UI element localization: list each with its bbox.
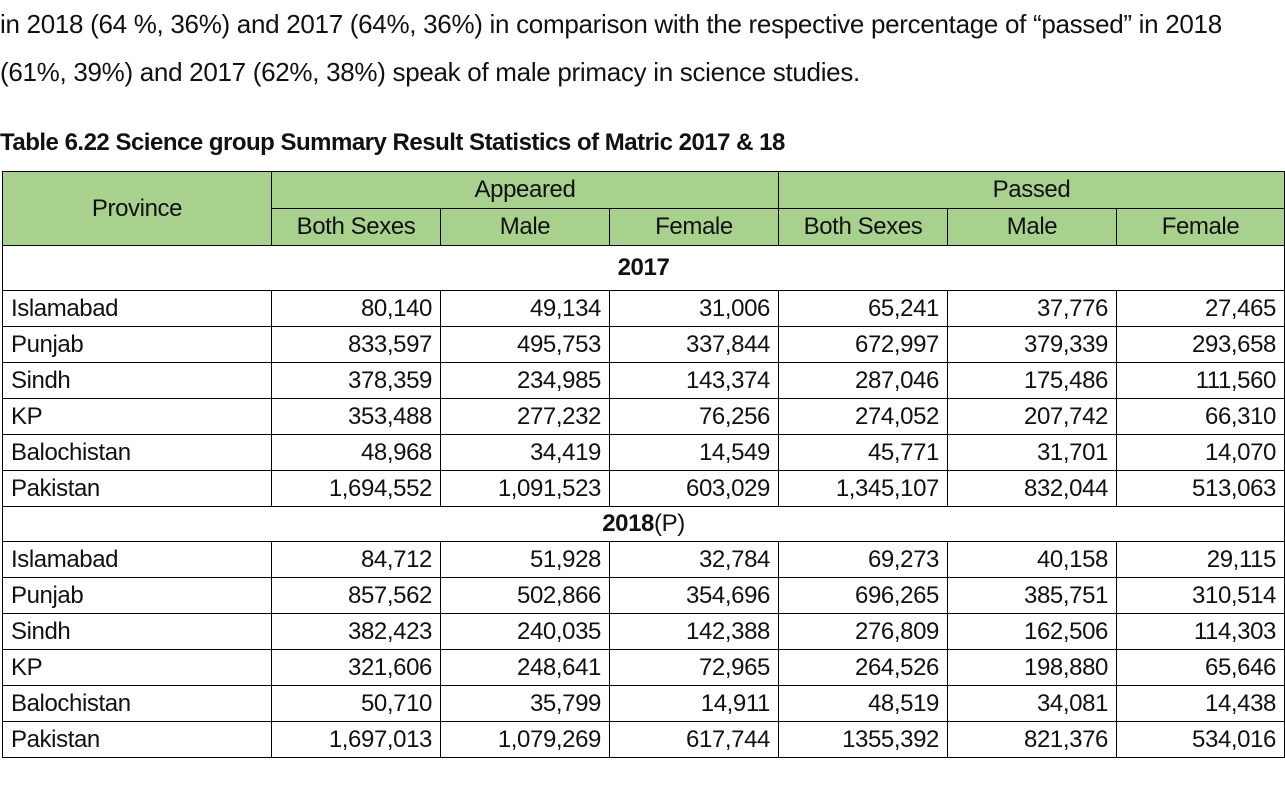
table-row: [3, 291, 1285, 327]
value-cell: 32,784: [610, 542, 779, 578]
value-cell: 1,079,269: [441, 722, 610, 758]
value-cell: 240,035: [441, 614, 610, 650]
value-cell: 50,710: [272, 686, 441, 722]
value-cell: 72,965: [610, 650, 779, 686]
value-cell: 382,423: [272, 614, 441, 650]
table-row: [3, 363, 1285, 399]
value-cell: 833,597: [272, 327, 441, 363]
value-cell: 276,809: [779, 614, 948, 650]
value-cell: 27,465: [1117, 291, 1285, 327]
value-cell: 821,376: [948, 722, 1117, 758]
value-cell: 353,488: [272, 399, 441, 435]
value-cell: 385,751: [948, 578, 1117, 614]
table-body-2017: [3, 246, 1285, 507]
province-cell: Pakistan: [3, 722, 272, 758]
value-cell: 502,866: [441, 578, 610, 614]
science-results-table: [2, 171, 1285, 758]
value-cell: 49,134: [441, 291, 610, 327]
value-cell: 142,388: [610, 614, 779, 650]
value-cell: 45,771: [779, 435, 948, 471]
province-cell: KP: [3, 650, 272, 686]
value-cell: 378,359: [272, 363, 441, 399]
value-cell: 34,419: [441, 435, 610, 471]
value-cell: 287,046: [779, 363, 948, 399]
value-cell: 534,016: [1117, 722, 1285, 758]
value-cell: 48,519: [779, 686, 948, 722]
table-row: [3, 686, 1285, 722]
value-cell: 35,799: [441, 686, 610, 722]
province-cell: Sindh: [3, 614, 272, 650]
table-row: [3, 327, 1285, 363]
value-cell: 76,256: [610, 399, 779, 435]
value-cell: 264,526: [779, 650, 948, 686]
value-cell: 111,560: [1117, 363, 1285, 399]
value-cell: 14,911: [610, 686, 779, 722]
table-row: [3, 722, 1285, 758]
value-cell: 14,070: [1117, 435, 1285, 471]
value-cell: 832,044: [948, 471, 1117, 507]
value-cell: 69,273: [779, 542, 948, 578]
value-cell: 1,694,552: [272, 471, 441, 507]
table-header-row: [3, 172, 1285, 209]
year-row-2017: [3, 246, 1285, 291]
value-cell: 162,506: [948, 614, 1117, 650]
table-row: [3, 435, 1285, 471]
value-cell: 66,310: [1117, 399, 1285, 435]
year-label-2018-number: 2018: [602, 510, 654, 537]
paragraph-line: in 2018 (64 %, 36%) and 2017 (64%, 36%) in comparison with the respective percentage of “passed” in 2018: [0, 9, 1222, 39]
table-row: [3, 542, 1285, 578]
subheader-cell: Female: [1117, 209, 1285, 246]
table-row: [3, 399, 1285, 435]
value-cell: 248,641: [441, 650, 610, 686]
value-cell: 1355,392: [779, 722, 948, 758]
province-cell: Balochistan: [3, 686, 272, 722]
value-cell: 293,658: [1117, 327, 1285, 363]
province-cell: KP: [3, 399, 272, 435]
year-label-2018-suffix: (P): [654, 510, 685, 537]
value-cell: 603,029: [610, 471, 779, 507]
appeared-group-header: Appeared: [272, 172, 779, 209]
value-cell: 31,006: [610, 291, 779, 327]
province-header: Province: [3, 172, 272, 246]
value-cell: 337,844: [610, 327, 779, 363]
value-cell: 354,696: [610, 578, 779, 614]
value-cell: 31,701: [948, 435, 1117, 471]
value-cell: 29,115: [1117, 542, 1285, 578]
value-cell: 34,081: [948, 686, 1117, 722]
province-cell: Punjab: [3, 578, 272, 614]
value-cell: 14,438: [1117, 686, 1285, 722]
year-label-2018: [3, 507, 1285, 542]
value-cell: 1,345,107: [779, 471, 948, 507]
subheader-cell: Both Sexes: [272, 209, 441, 246]
value-cell: 513,063: [1117, 471, 1285, 507]
value-cell: 379,339: [948, 327, 1117, 363]
value-cell: 51,928: [441, 542, 610, 578]
table-row: [3, 578, 1285, 614]
table-row: [3, 614, 1285, 650]
value-cell: 143,374: [610, 363, 779, 399]
value-cell: 310,514: [1117, 578, 1285, 614]
value-cell: 857,562: [272, 578, 441, 614]
year-row-2018: [3, 507, 1285, 542]
body-paragraph: [0, 0, 1285, 96]
value-cell: 277,232: [441, 399, 610, 435]
value-cell: 1,697,013: [272, 722, 441, 758]
value-cell: 84,712: [272, 542, 441, 578]
province-cell: Islamabad: [3, 291, 272, 327]
province-cell: Pakistan: [3, 471, 272, 507]
value-cell: 65,646: [1117, 650, 1285, 686]
value-cell: 617,744: [610, 722, 779, 758]
table-caption: Table 6.22 Science group Summary Result Statistics of Matric 2017 & 18: [0, 129, 785, 156]
province-cell: Balochistan: [3, 435, 272, 471]
paragraph-line: (61%, 39%) and 2017 (62%, 38%) speak of male primacy in science studies.: [0, 57, 860, 87]
subheader-cell: Both Sexes: [779, 209, 948, 246]
value-cell: 198,880: [948, 650, 1117, 686]
table-body-2018: [3, 507, 1285, 758]
passed-group-header: Passed: [779, 172, 1285, 209]
value-cell: 80,140: [272, 291, 441, 327]
value-cell: 274,052: [779, 399, 948, 435]
value-cell: 114,303: [1117, 614, 1285, 650]
value-cell: 234,985: [441, 363, 610, 399]
value-cell: 672,997: [779, 327, 948, 363]
value-cell: 14,549: [610, 435, 779, 471]
subheader-cell: Female: [610, 209, 779, 246]
province-cell: Islamabad: [3, 542, 272, 578]
table-row: [3, 650, 1285, 686]
value-cell: 495,753: [441, 327, 610, 363]
province-cell: Sindh: [3, 363, 272, 399]
value-cell: 40,158: [948, 542, 1117, 578]
year-label-2017: 2017: [3, 246, 1285, 291]
value-cell: 48,968: [272, 435, 441, 471]
value-cell: 321,606: [272, 650, 441, 686]
value-cell: 175,486: [948, 363, 1117, 399]
province-cell: Punjab: [3, 327, 272, 363]
value-cell: 65,241: [779, 291, 948, 327]
value-cell: 1,091,523: [441, 471, 610, 507]
table-row: [3, 471, 1285, 507]
value-cell: 37,776: [948, 291, 1117, 327]
subheader-cell: Male: [948, 209, 1117, 246]
value-cell: 207,742: [948, 399, 1117, 435]
value-cell: 696,265: [779, 578, 948, 614]
subheader-cell: Male: [441, 209, 610, 246]
